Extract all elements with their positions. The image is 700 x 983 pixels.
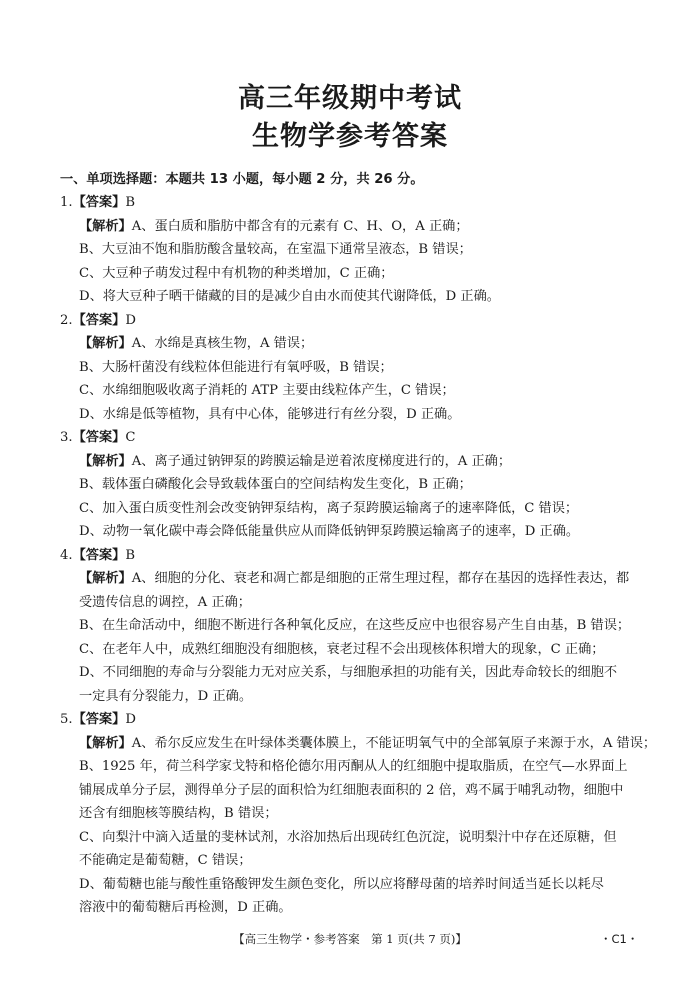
section-heading: 一、单项选择题：本题共 13 小题，每小题 2 分，共 26 分。 (60, 172, 424, 187)
analysis-line: B、载体蛋白磷酸化会导致载体蛋白的空间结构发生变化，B 正确； (79, 477, 472, 492)
analysis-line: C、在老年人中，成熟红细胞没有细胞核，衰老过程不会出现核体积增大的现象，C 正确； (79, 641, 605, 657)
answer-value: D (125, 712, 136, 727)
question-5 (60, 708, 660, 920)
analysis-line: B、大肠杆菌没有线粒体但能进行有氧呼吸，B 错误； (79, 359, 393, 375)
question-number: 4. (60, 547, 73, 563)
analysis-line: 【解析】A、细胞的分化、衰老和凋亡都是细胞的正常生理过程，都存在基因的选择性表达，都 (79, 571, 630, 586)
analysis-line: 不能确定是葡萄糖，C 错误； (79, 853, 252, 868)
question-number: 3. (60, 430, 73, 445)
answer-value: D (125, 312, 136, 328)
analysis-line: D、将大豆种子晒干储藏的目的是减少自由水而使其代谢降低，D 正确。 (79, 289, 500, 304)
answer-line (60, 544, 660, 568)
question-2 (60, 309, 660, 427)
analysis-line: 【解析】A、离子通过钠钾泵的跨膜运输是逆着浓度梯度进行的，A 正确； (79, 453, 512, 469)
analysis-line: C、加入蛋白质变性剂会改变钠钾泵结构，离子泵跨膜运输离子的速率降低，C 错误； (79, 500, 579, 516)
analysis-label: 【解析】 (79, 571, 132, 586)
answer-line (60, 191, 660, 215)
analysis-line: 【解析】A、蛋白质和脂肪中都含有的元素有 C、H、O，A 正确； (79, 218, 469, 234)
analysis-label: 【解析】 (79, 218, 132, 234)
analysis-line: D、不同细胞的寿命与分裂能力无对应关系，与细胞承担的功能有关，因此寿命较长的细胞不 (79, 665, 618, 680)
answer-value: B (125, 547, 136, 563)
answer-value: C (125, 430, 136, 445)
answer-label: 【答案】 (72, 312, 126, 328)
question-1 (60, 191, 660, 309)
analysis-label: 【解析】 (79, 453, 132, 469)
analysis-line: B、在生命活动中，细胞不断进行各种氧化反应，在这些反应中也很容易产生自由基，B 错误； (79, 618, 631, 633)
analysis-line: 【解析】A、希尔反应发生在叶绿体类囊体膜上，不能证明氧气中的全部氧原子来源于水，A 错误； (79, 735, 657, 751)
answer-line (60, 708, 660, 732)
analysis-line: B、大豆油不饱和脂肪酸含量较高，在室温下通常呈液态，B 错误； (79, 242, 472, 257)
analysis-line: 【解析】A、水绵是真核生物，A 错误； (79, 336, 314, 351)
question-3 (60, 426, 660, 544)
question-4 (60, 544, 660, 709)
answer-label: 【答案】 (72, 430, 126, 445)
question-number: 5. (60, 712, 73, 727)
answer-label: 【答案】 (72, 712, 126, 727)
document-title: 高三年级期中考试 (238, 83, 462, 114)
analysis-label: 【解析】 (79, 735, 132, 751)
question-number: 2. (60, 312, 73, 328)
analysis-line: C、大豆种子萌发过程中有机物的种类增加，C 正确； (79, 265, 394, 281)
analysis-line: C、向梨汁中滴入适量的斐林试剂，水浴加热后出现砖红色沉淀，说明梨汁中存在还原糖，但 (79, 829, 617, 845)
analysis-line: B、1925 年，荷兰科学家戈特和格伦德尔用丙酮从人的红细胞中提取脂质，在空气—水界面上 (79, 759, 628, 774)
question-number: 1. (60, 195, 73, 210)
answer-line (60, 309, 660, 333)
analysis-line: C、水绵细胞吸收离子消耗的 ATP 主要由线粒体产生，C 错误； (79, 383, 455, 398)
analysis-line: 铺展成单分子层，测得单分子层的面积恰为红细胞表面积的 2 倍，鸡不属于哺乳动物，细胞中 (79, 782, 624, 798)
analysis-line: 一定具有分裂能力，D 正确。 (79, 688, 253, 704)
document-subtitle: 生物学参考答案 (252, 121, 448, 152)
answer-line (60, 426, 660, 450)
answer-label: 【答案】 (72, 195, 126, 210)
analysis-label: 【解析】 (79, 336, 132, 351)
analysis-line: D、动物一氧化碳中毒会降低能量供应从而降低钠钾泵跨膜运输离子的速率，D 正确。 (79, 524, 580, 539)
answer-value: B (125, 195, 136, 210)
analysis-line: D、水绵是低等植物，具有中心体，能够进行有丝分裂，D 正确。 (79, 406, 461, 422)
analysis-line: D、葡萄糖也能与酸性重铬酸钾发生颜色变化，所以应将酵母菌的培养时间适当延长以耗尽 (79, 876, 604, 892)
answer-list (60, 191, 660, 920)
analysis-line: 溶液中的葡萄糖后再检测，D 正确。 (79, 900, 292, 915)
analysis-line: 还含有细胞核等膜结构，B 错误； (79, 806, 278, 821)
answer-label: 【答案】 (72, 547, 126, 563)
page-code: ・C1・ (600, 932, 639, 946)
analysis-line: 受遗传信息的调控，A 正确； (79, 594, 251, 610)
page-footer: 【高三生物学・参考答案 第 1 页(共 7 页)】 (233, 932, 467, 946)
